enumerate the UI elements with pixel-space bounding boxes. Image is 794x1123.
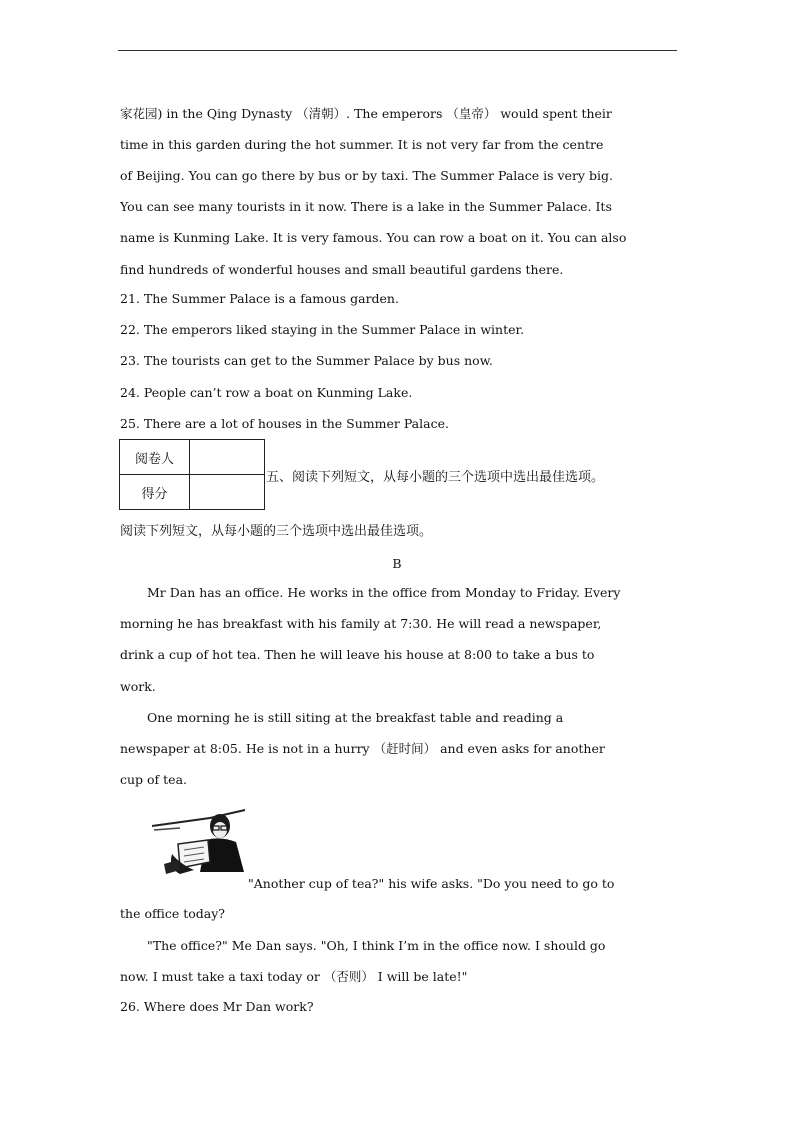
passage-b-line: the office today?: [120, 906, 225, 921]
passage-b-line: Mr Dan has an office. He works in the office from Monday to Friday. Every: [147, 585, 621, 600]
man-reading-illustration: [150, 804, 247, 876]
passage-b-line: now. I must take a taxi today or （否则） I will be late!": [120, 969, 468, 984]
passage-a-line: 家花园) in the Qing Dynasty （清朝）. The emperors （皇帝） would spent their: [120, 106, 612, 121]
passage-a-line: of Beijing. You can go there by bus or by taxi. The Summer Palace is very big.: [120, 168, 613, 183]
score-label: 得分: [120, 475, 190, 510]
passage-b-line: drink a cup of hot tea. Then he will leave his house at 8:00 to take a bus to: [120, 647, 595, 662]
passage-a-line: time in this garden during the hot summer. It is not very far from the centre: [120, 137, 604, 152]
passage-b-line: morning he has breakfast with his family at 7:30. He will read a newspaper,: [120, 616, 602, 631]
question-22: 22. The emperors liked staying in the Summer Palace in winter.: [120, 322, 525, 337]
header-rule: [118, 50, 677, 51]
question-23: 23. The tourists can get to the Summer Palace by bus now.: [120, 353, 493, 368]
passage-b-line: One morning he is still siting at the breakfast table and reading a: [147, 710, 564, 725]
passage-a-line: find hundreds of wonderful houses and small beautiful gardens there.: [120, 262, 564, 277]
passage-a-line: name is Kunming Lake. It is very famous. You can row a boat on it. You can also: [120, 230, 627, 245]
reviewer-cell: [190, 440, 265, 475]
reviewer-label: 阅卷人: [120, 440, 190, 475]
passage-b-line: newspaper at 8:05. He is not in a hurry （赶时间） and even asks for another: [120, 741, 605, 756]
question-25: 25. There are a lot of houses in the Summer Palace.: [120, 416, 449, 431]
passage-b-line: "The office?" Me Dan says. "Oh, I think I’m in the office now. I should go: [147, 938, 606, 953]
passage-a-line: You can see many tourists in it now. There is a lake in the Summer Palace. Its: [120, 199, 612, 214]
score-cell: [190, 475, 265, 510]
passage-b-line: work.: [120, 679, 156, 694]
question-24: 24. People can’t row a boat on Kunming Lake.: [120, 385, 413, 400]
question-21: 21. The Summer Palace is a famous garden.: [120, 291, 399, 306]
score-table: [119, 439, 265, 510]
section-five-title: 五、阅读下列短文，从每小题的三个选项中选出最佳选项。: [266, 470, 605, 485]
question-26: 26. Where does Mr Dan work?: [120, 999, 314, 1014]
section-instruction: 阅读下列短文，从每小题的三个选项中选出最佳选项。: [120, 524, 433, 539]
passage-label: B: [392, 556, 402, 571]
passage-b-line: cup of tea.: [120, 772, 187, 787]
passage-b-line: "Another cup of tea?" his wife asks. "Do you need to go to: [248, 876, 615, 891]
